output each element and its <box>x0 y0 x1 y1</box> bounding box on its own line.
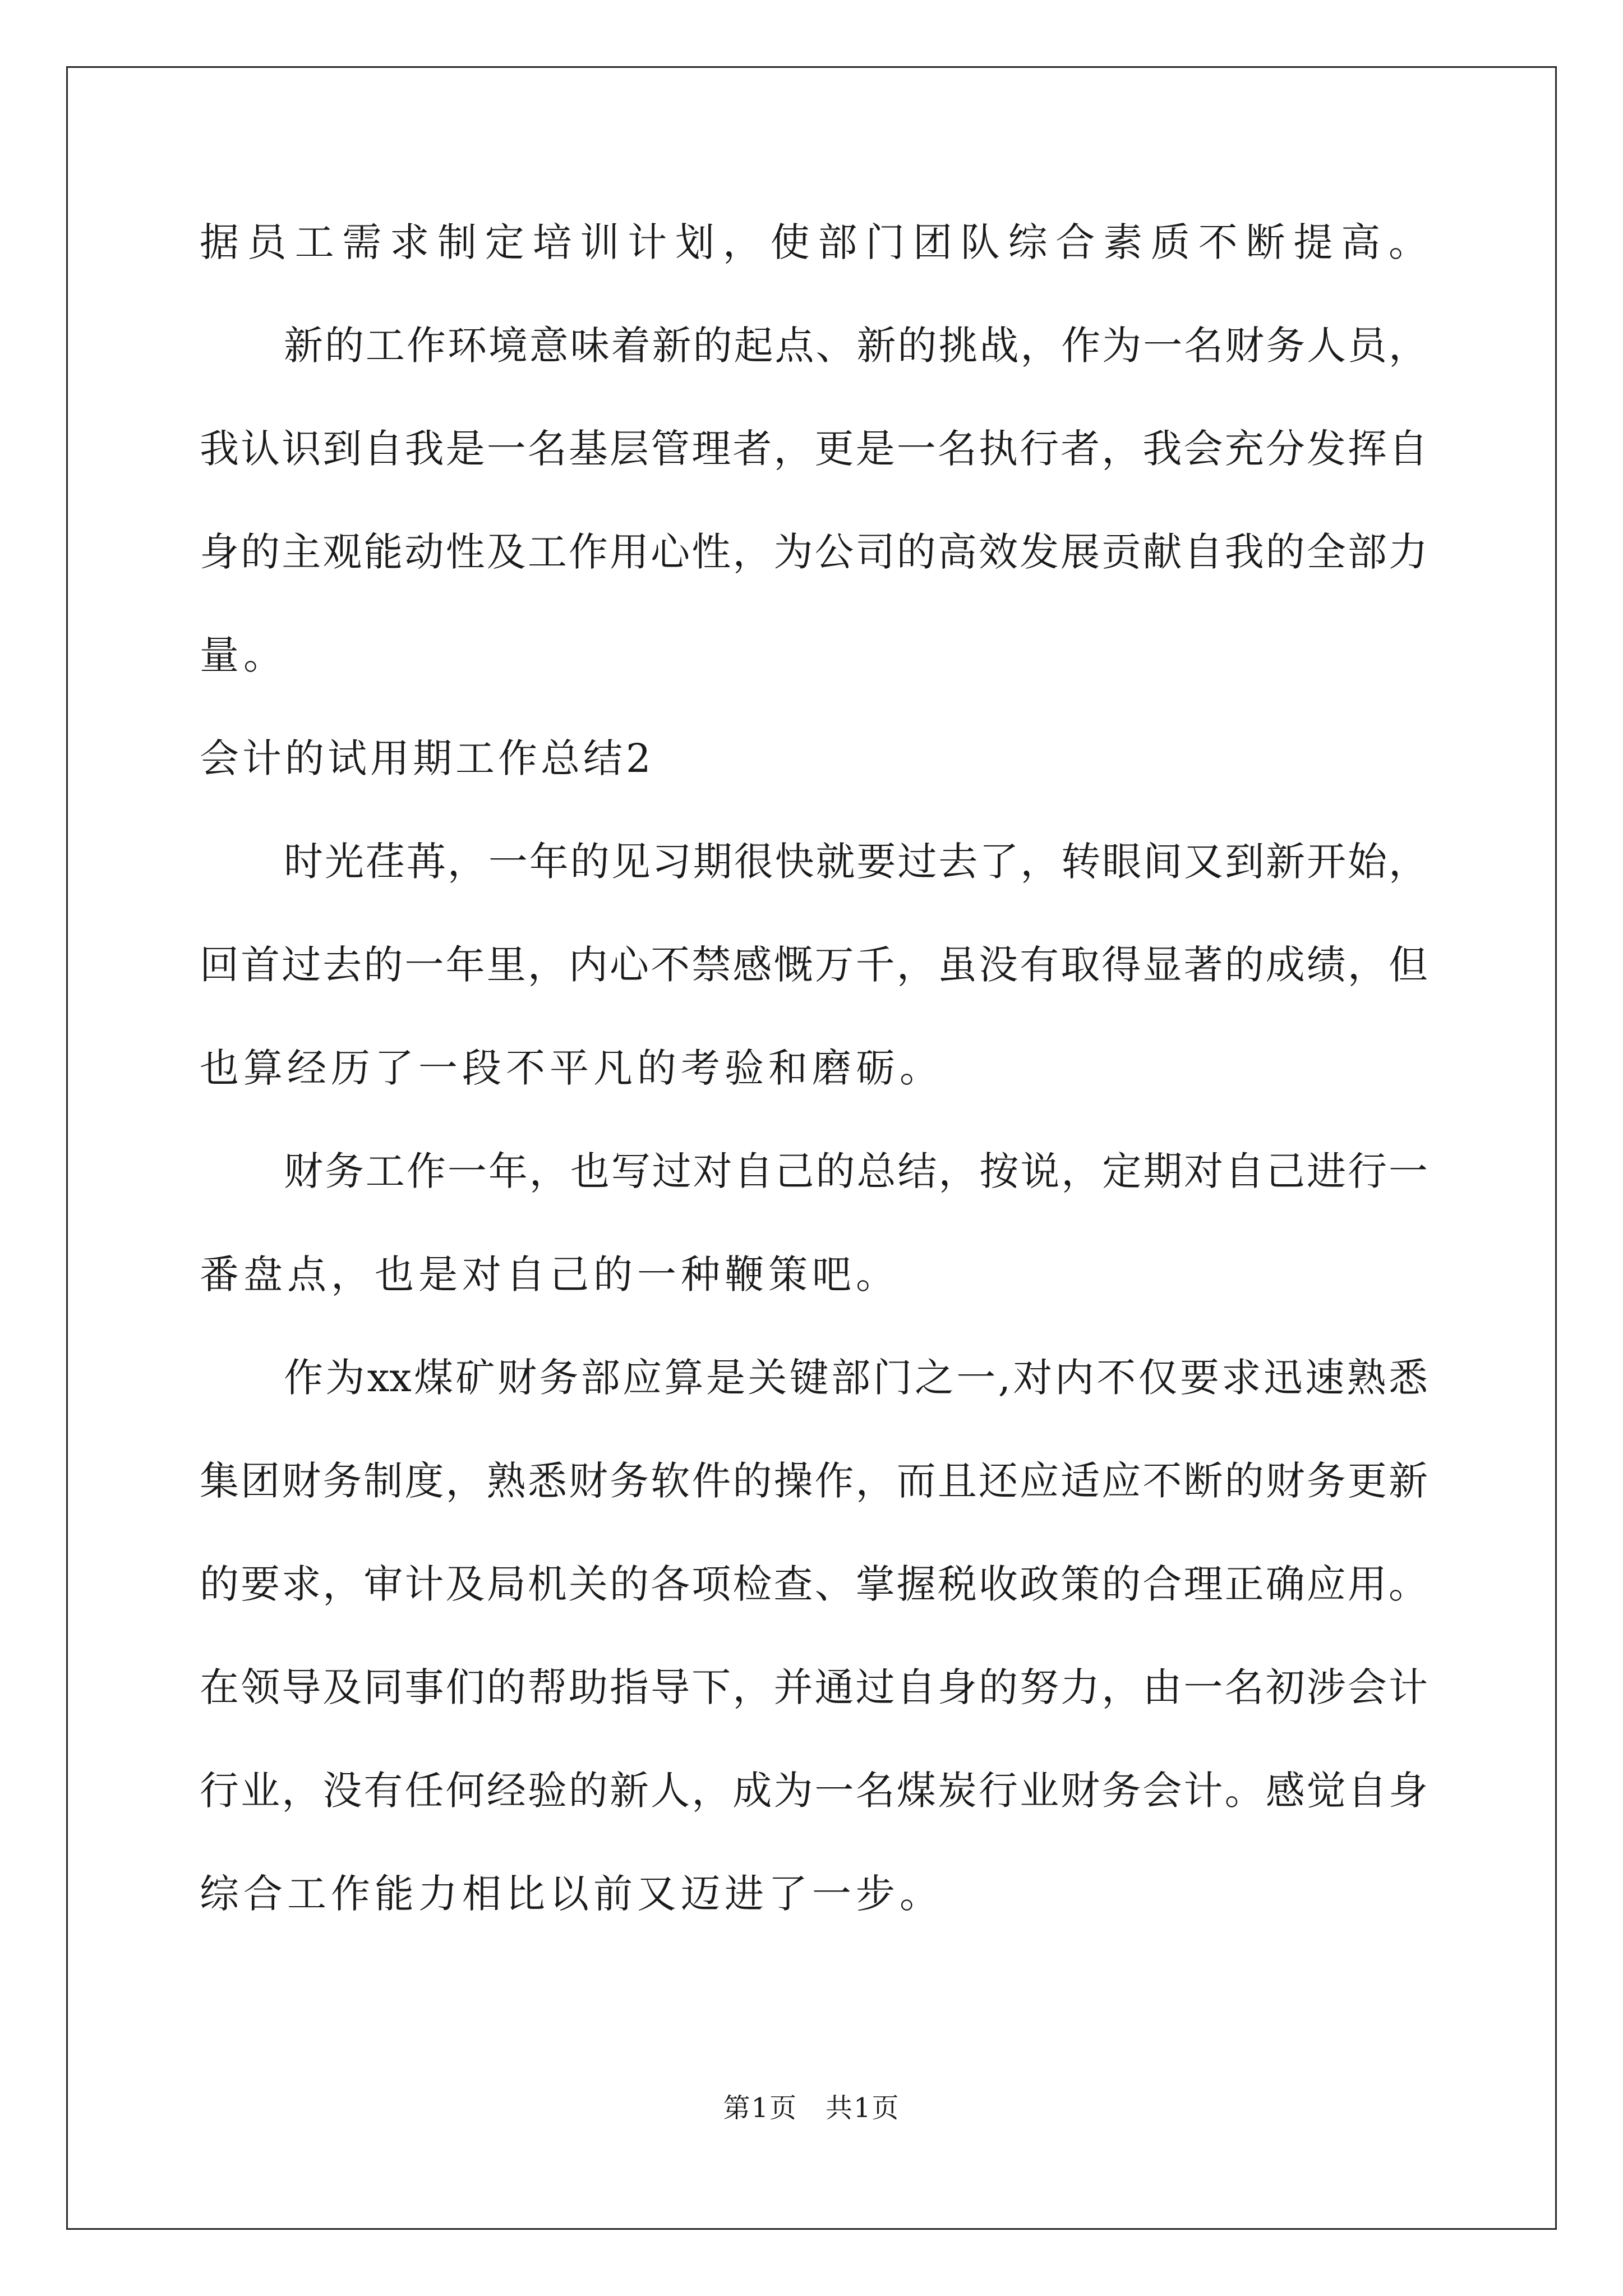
text-line: 时光荏苒，一年的见习期很快就要过去了，转眼间又到新开始， <box>284 839 1428 885</box>
text-line: 财务工作一年，也写过对自己的总结，按说，定期对自己进行一 <box>284 1148 1428 1194</box>
page-number: 第1页 <box>723 2092 797 2124</box>
section-heading: 会计的试用期工作总结2 <box>200 735 654 781</box>
text-line: 综合工作能力相比以前又迈进了一步。 <box>200 1871 943 1917</box>
text-line: 作为xx煤矿财务部应算是关键部门之一,对内不仅要求迅速熟悉 <box>284 1355 1428 1401</box>
page-footer <box>0 2091 1623 2125</box>
text-line: 量。 <box>200 632 287 678</box>
text-line: 新的工作环境意味着新的起点、新的挑战，作为一名财务人员， <box>284 323 1428 369</box>
page-total: 共1页 <box>826 2092 900 2124</box>
text-line: 的要求，审计及局机关的各项检查、掌握税收政策的合理正确应用。 <box>200 1561 1428 1607</box>
text-line: 集团财务制度，熟悉财务软件的操作，而且还应适应不断的财务更新 <box>200 1458 1428 1504</box>
text-line: 在领导及同事们的帮助指导下，并通过自身的努力，由一名初涉会计 <box>200 1664 1428 1710</box>
text-line: 番盘点，也是对自己的一种鞭策吧。 <box>200 1251 900 1297</box>
text-line: 行业，没有任何经验的新人，成为一名煤炭行业财务会计。感觉自身 <box>200 1768 1428 1814</box>
text-line: 回首过去的一年里，内心不禁感慨万千，虽没有取得显著的成绩，但 <box>200 942 1428 988</box>
text-line: 也算经历了一段不平凡的考验和磨砺。 <box>200 1045 943 1091</box>
text-line: 据员工需求制定培训计划，使部门团队综合素质不断提高。 <box>200 219 1428 265</box>
text-line: 身的主观能动性及工作用心性，为公司的高效发展贡献自我的全部力 <box>200 529 1428 575</box>
text-line: 我认识到自我是一名基层管理者，更是一名执行者，我会充分发挥自 <box>200 426 1428 472</box>
